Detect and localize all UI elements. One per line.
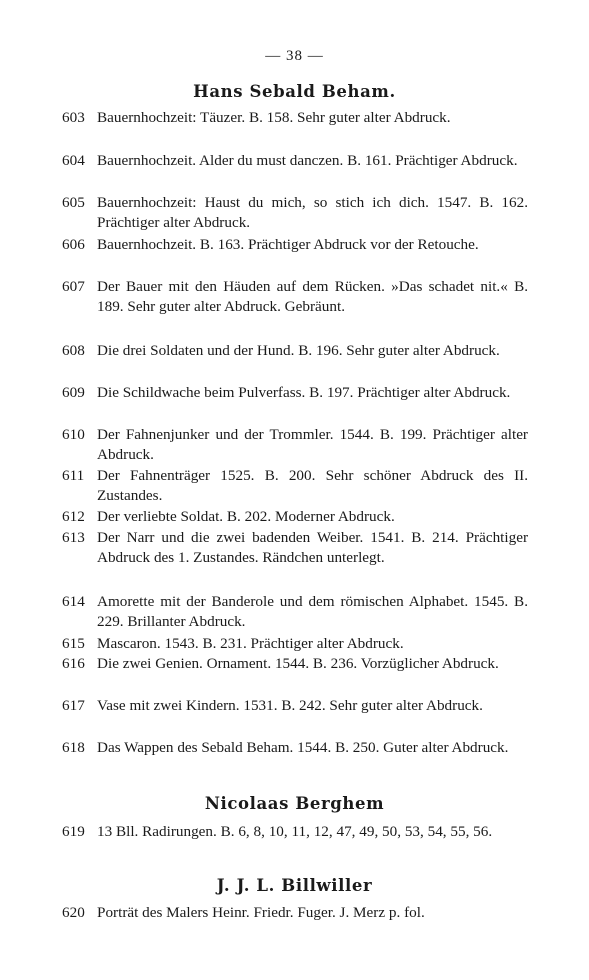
- entry-number: 604: [62, 152, 85, 169]
- entry-number: 612: [62, 508, 85, 525]
- entry-text: Vase mit zwei Kindern. 1531. B. 242. Sehr guter alter Abdruck.: [97, 697, 483, 714]
- entry-number: 609: [62, 384, 85, 401]
- entry-text: Die drei Soldaten und der Hund. B. 196. Sehr guter alter Abdruck.: [97, 342, 500, 359]
- entry-text: Der Fahnenträger 1525. B. 200. Sehr schöner Abdruck des II. Zustandes.: [97, 467, 528, 505]
- entry-number: 610: [62, 426, 85, 443]
- entry-text: Die Schildwache beim Pulverfass. B. 197. Prächtiger alter Abdruck.: [97, 384, 511, 401]
- catalog-entry: [62, 466, 528, 507]
- catalog-entry: [62, 528, 528, 569]
- entry-number: 616: [62, 655, 85, 672]
- entry-number: 619: [62, 823, 85, 840]
- catalog-entry: [62, 738, 528, 758]
- entry-number: 611: [62, 467, 85, 484]
- catalog-entry: [62, 592, 528, 633]
- entry-text: Amorette mit der Banderole und dem römischen Alphabet. 1545. B. 229. Brillanter Abdruck.: [97, 593, 528, 631]
- page-number: — 38 —: [265, 48, 324, 64]
- entry-number: 614: [62, 593, 85, 610]
- entry-text: Der Narr und die zwei badenden Weiber. 1541. B. 214. Prächtiger Abdruck des 1. Zustandes. Rändchen unterlegt.: [97, 529, 528, 567]
- catalog-entry: [62, 341, 528, 361]
- entry-text: Porträt des Malers Heinr. Friedr. Fuger. J. Merz p. fol.: [97, 904, 425, 921]
- catalog-entry: [62, 383, 528, 403]
- catalog-entry: [62, 654, 528, 674]
- entry-number: 615: [62, 635, 85, 652]
- catalog-entry: [62, 193, 528, 234]
- catalog-entry: [62, 235, 528, 255]
- entry-number: 607: [62, 278, 85, 295]
- catalog-entry: [62, 696, 528, 716]
- section-heading-berghem: Nicolaas Berghem: [204, 794, 385, 813]
- entry-number: 618: [62, 739, 85, 756]
- catalog-entry: [62, 277, 528, 318]
- entry-text: Mascaron. 1543. B. 231. Prächtiger alter Abdruck.: [97, 635, 404, 652]
- entry-text: Die zwei Genien. Ornament. 1544. B. 236. Vorzüglicher Abdruck.: [97, 655, 499, 672]
- catalog-entry: [62, 425, 528, 466]
- catalog-entry: [62, 108, 528, 128]
- entry-text: 13 Bll. Radirungen. B. 6, 8, 10, 11, 12, 47, 49, 50, 53, 54, 55, 56.: [97, 823, 493, 840]
- entry-number: 606: [62, 236, 85, 253]
- entry-text: Bauernhochzeit: Täuzer. B. 158. Sehr guter alter Abdruck.: [97, 109, 451, 126]
- entry-text: Bauernhochzeit. B. 163. Prächtiger Abdruck vor der Retouche.: [97, 236, 479, 253]
- entry-number: 608: [62, 342, 85, 359]
- entry-number: 613: [62, 529, 85, 546]
- entry-text: Das Wappen des Sebald Beham. 1544. B. 250. Guter alter Abdruck.: [97, 739, 509, 756]
- catalog-entry: [62, 151, 528, 171]
- entry-text: Der Bauer mit den Häuden auf dem Rücken. »Das schadet nit.« B. 189. Sehr guter alter Abdruck. Gebräunt.: [97, 278, 528, 316]
- entry-text: Der verliebte Soldat. B. 202. Moderner Abdruck.: [97, 508, 395, 525]
- entry-number: 603: [62, 109, 85, 126]
- catalog-entry: [62, 507, 528, 527]
- entry-text: Bauernhochzeit: Haust du mich, so stich ich dich. 1547. B. 162. Prächtiger alter Abdruck.: [97, 194, 528, 232]
- entry-number: 605: [62, 194, 85, 211]
- catalog-entry: [62, 634, 528, 654]
- entry-text: Der Fahnenjunker und der Trommler. 1544. B. 199. Prächtiger alter Abdruck.: [97, 426, 528, 464]
- entry-number: 620: [62, 904, 85, 921]
- catalog-entry: [62, 903, 528, 923]
- entry-number: 617: [62, 697, 85, 714]
- catalog-entry: [62, 822, 528, 842]
- section-heading-beham: Hans Sebald Beham.: [193, 82, 396, 101]
- entry-text: Bauernhochzeit. Alder du must danczen. B. 161. Prächtiger Abdruck.: [97, 152, 518, 169]
- section-heading-billwiller: J. J. L. Billwiller: [216, 876, 373, 895]
